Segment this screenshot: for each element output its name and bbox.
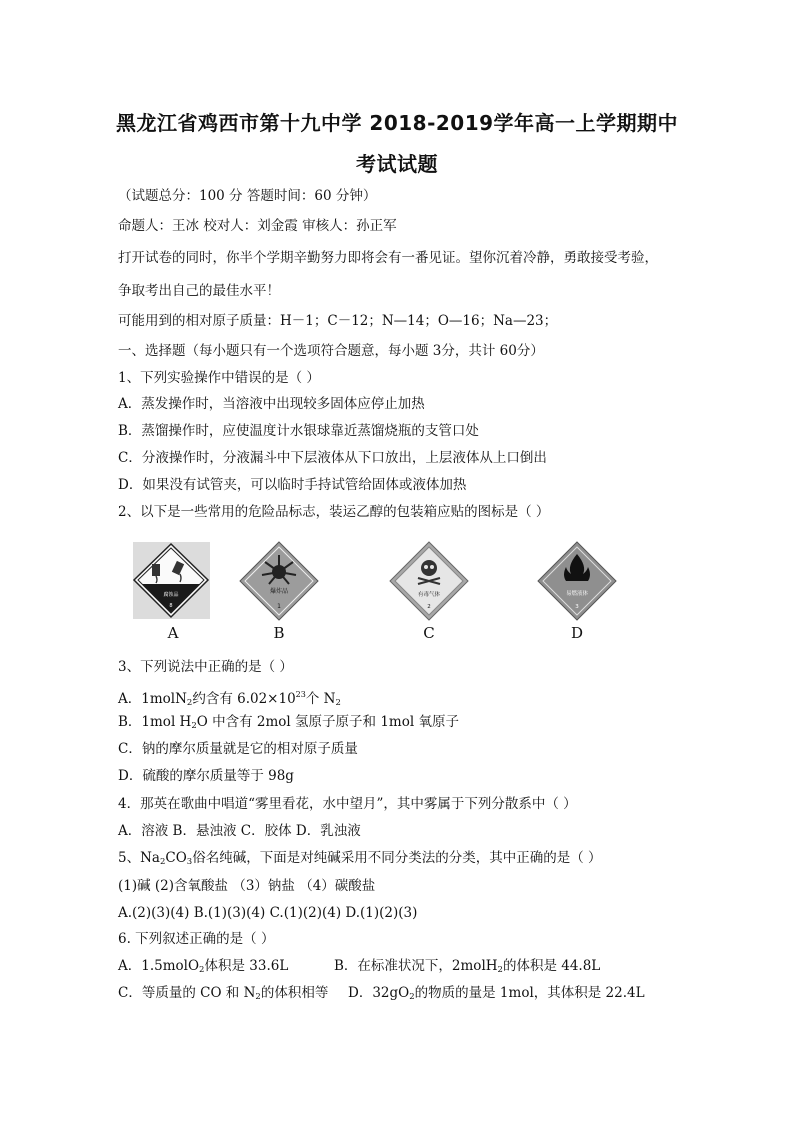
question-6-option-c: [118, 983, 328, 1007]
q5-post: 俗名纯碱，下面是对纯碱采用不同分类法的分类，其中正确的是（ ）: [192, 850, 602, 866]
q6a-sub: 2: [199, 965, 205, 975]
question-3-option-b: [118, 712, 459, 736]
q6b-post: 的体积是 44.8L: [502, 958, 601, 974]
q3a-pre: A．1molN: [118, 691, 187, 707]
q3a-post: 个 N: [305, 691, 336, 707]
hazard-option-c: [374, 538, 484, 648]
q3b-pre: B．1mol H: [118, 714, 192, 730]
question-6-option-d: [348, 983, 645, 1007]
question-3-option-d: D．硫酸的摩尔质量等于 98g: [118, 768, 294, 784]
hazard-icons-row: [118, 538, 638, 648]
question-6-option-a: [118, 956, 288, 980]
q3a-sub2: 2: [335, 698, 341, 708]
question-5-stem: [118, 848, 602, 872]
hazard-c-letter: C: [423, 624, 435, 642]
hazard-a-class: 8: [169, 603, 173, 609]
question-1-option-b: B．蒸馏操作时，应使温度计水银球靠近蒸馏烧瓶的支管口处: [118, 423, 479, 439]
question-4-options: A．溶液 B．悬浊液 C．胶体 D．乳浊液: [118, 823, 361, 839]
toxic-gas-hazard-icon: [374, 538, 484, 624]
question-6-option-b: [334, 956, 600, 980]
atomic-masses: 可能用到的相对原子质量：H－1；C－12；N—14；O—16；Na—23；: [118, 313, 558, 329]
hazard-b-letter: B: [273, 624, 285, 642]
q6b-sub: 2: [497, 965, 503, 975]
q6b-pre: B．在标准状况下，2molH: [334, 958, 498, 974]
flammable-liquid-hazard-icon: [522, 538, 632, 624]
q6c-pre: C．等质量的 CO 和 N: [118, 985, 256, 1001]
hazard-a-letter: A: [167, 624, 179, 642]
q3a-mid: 约含有 6.02×10: [192, 691, 296, 707]
exam-title-line-2: 考试试题: [356, 152, 438, 176]
hazard-b-label: 爆炸品: [269, 588, 289, 595]
q6c-post: 的体积相等: [260, 985, 329, 1001]
hazard-d-letter: D: [570, 624, 584, 642]
q6c-sub: 2: [255, 992, 261, 1002]
question-5-options: A.(2)(3)(4) B.(1)(3)(4) C.(1)(2)(4) D.(1)(2)(3): [118, 905, 418, 921]
question-3-option-c: C．钠的摩尔质量就是它的相对原子质量: [118, 741, 358, 757]
section-1-heading: 一、选择题（每小题只有一个选项符合题意，每小题 3分，共计 60分）: [118, 343, 544, 359]
question-6-stem: 6. 下列叙述正确的是（ ）: [118, 931, 275, 947]
q5-mid: CO: [165, 850, 187, 866]
question-2-stem: 2、以下是一些常用的危险品标志，装运乙醇的包装箱应贴的图标是（ ）: [118, 504, 550, 520]
q6a-pre: A．1.5molO: [118, 958, 200, 974]
q6d-sub: 2: [409, 992, 415, 1002]
hazard-d-class: 3: [575, 604, 579, 610]
hazard-option-a: [118, 538, 228, 648]
hazard-c-class: 2: [427, 604, 431, 610]
hazard-option-d: [522, 538, 632, 648]
exam-info: （试题总分：100 分 答题时间：60 分钟）: [118, 188, 377, 204]
question-1-option-a: A．蒸发操作时，当溶液中出现较多固体应停止加热: [118, 396, 425, 412]
q5-sub2: 3: [186, 857, 193, 867]
q3a-sup: 23: [295, 690, 306, 699]
question-1-option-c: C．分液操作时，分液漏斗中下层液体从下口放出，上层液体从上口倒出: [118, 450, 547, 466]
hazard-c-label: 有毒气体: [417, 592, 441, 598]
q3b-post: O 中含有 2mol 氢原子原子和 1mol 氧原子: [196, 714, 459, 730]
question-4-stem: 4．那英在歌曲中唱道“雾里看花，水中望月”，其中雾属于下列分散系中（ ）: [118, 796, 577, 812]
question-5-categories: (1)碱 (2)含氧酸盐 （3）钠盐 （4）碳酸盐: [118, 878, 376, 894]
hazard-a-label: 腐蚀品: [163, 592, 179, 598]
question-3-option-a: [118, 685, 341, 713]
q6d-pre: D．32gO: [348, 985, 410, 1001]
exam-title-line-1: 黑龙江省鸡西市第十九中学 2018-2019学年高一上学期期中: [115, 111, 679, 135]
q6d-post: 的物质的量是 1mol，其体积是 22.4L: [414, 985, 645, 1001]
q5-pre: 5、Na: [118, 850, 160, 866]
question-1-stem: 1、下列实验操作中错误的是（ ）: [118, 370, 320, 386]
q5-sub1: 2: [159, 857, 166, 867]
q6a-post: 体积是 33.6L: [204, 958, 289, 974]
explosive-hazard-icon: [224, 538, 334, 624]
q3a-sub: 2: [186, 698, 193, 708]
question-1-option-d: D．如果没有试管夹，可以临时手持试管给固体或液体加热: [118, 477, 467, 493]
intro-line-1: 打开试卷的同时，你半个学期辛勤努力即将会有一番见证。望你沉着冷静，勇敢接受考验，: [118, 250, 658, 266]
intro-line-2: 争取考出自己的最佳水平！: [118, 283, 280, 299]
hazard-b-class: 1: [277, 603, 281, 610]
hazard-option-b: [224, 538, 334, 648]
exam-staff: 命题人：王冰 校对人：刘金霞 审核人：孙正军: [118, 218, 397, 234]
q3b-sub: 2: [191, 721, 197, 731]
question-3-stem: 3、下列说法中正确的是（ ）: [118, 659, 293, 675]
hazard-d-label: 易燃液体: [565, 591, 589, 597]
corrosive-hazard-icon: [118, 538, 228, 624]
